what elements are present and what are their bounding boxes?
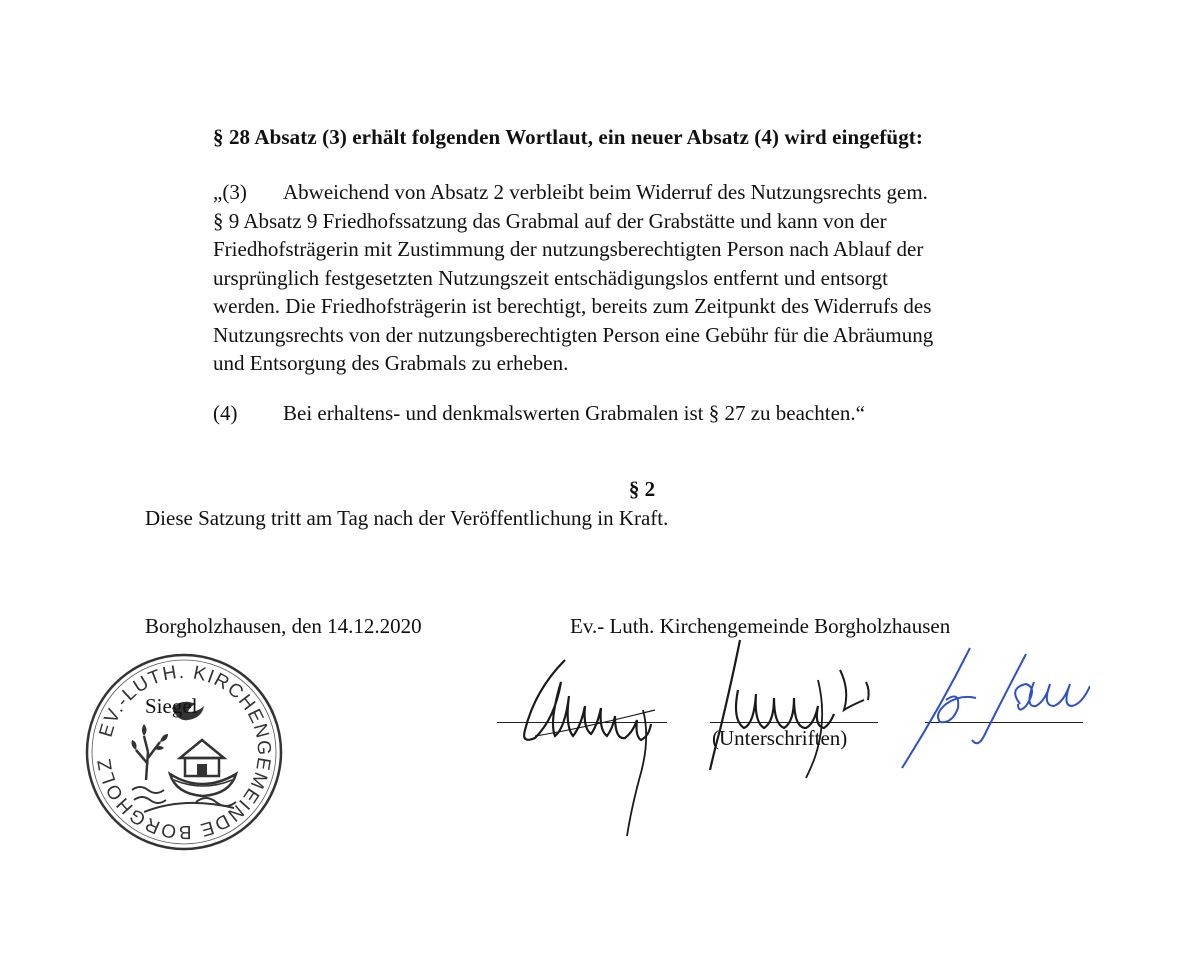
paragraph-3-line: [213, 178, 1073, 207]
paragraph-3-line: § 9 Absatz 9 Friedhofssatzung das Grabmal auf der Grabstätte und kann von der: [213, 208, 887, 233]
paragraph-3: [213, 178, 1073, 378]
section-2-title: § 2: [628, 477, 656, 501]
paragraph-3-line: Friedhofsträgerin mit Zustimmung der nutzungsberechtigten Person nach Ablauf der: [213, 237, 924, 261]
signatures-caption: (Unterschriften): [712, 726, 848, 750]
signature-2: [700, 630, 885, 780]
church-seal: [84, 652, 284, 852]
signature-3: [900, 640, 1090, 770]
paragraph-3-line: werden. Die Friedhofsträgerin ist berechtigt, bereits zum Zeitpunkt des Widerrufs des: [213, 294, 932, 318]
paragraph-4: [213, 401, 865, 426]
seal-text: EV.-LUTH. KIRCHENGEMEINDE BORGHOLZ: [94, 661, 275, 843]
paragraph-3-number: „(3): [213, 180, 247, 204]
paragraph-3-line: Nutzungsrechts von der nutzungsberechtigten Person eine Gebühr für die Abräumung: [213, 322, 934, 347]
paragraph-3-text: Abweichend von Absatz 2 verbleibt beim Widerruf des Nutzungsrechts gem.: [283, 180, 928, 204]
paragraph-4-text: Bei erhaltens- und denkmalswerten Grabmalen ist § 27 zu beachten.“: [283, 401, 865, 425]
seal-graphic: [84, 652, 284, 852]
paragraph-4-number: (4): [213, 401, 238, 425]
organization-name: Ev.- Luth. Kirchengemeinde Borgholzhausen: [570, 614, 951, 638]
paragraph-3-line: und Entsorgung des Grabmals zu erheben.: [213, 351, 569, 375]
section-2-text: Diese Satzung tritt am Tag nach der Veröffentlichung in Kraft.: [145, 506, 669, 530]
seal-label: Siegel: [145, 694, 198, 718]
signature-1: [515, 640, 685, 840]
paragraph-3-line: ursprünglich festgesetzten Nutzungszeit entschädigungslos entfernt und entsorgt: [213, 265, 888, 290]
place-and-date: Borgholzhausen, den 14.12.2020: [145, 614, 422, 638]
amendment-heading: § 28 Absatz (3) erhält folgenden Wortlaut, ein neuer Absatz (4) wird eingefügt:: [213, 125, 923, 149]
